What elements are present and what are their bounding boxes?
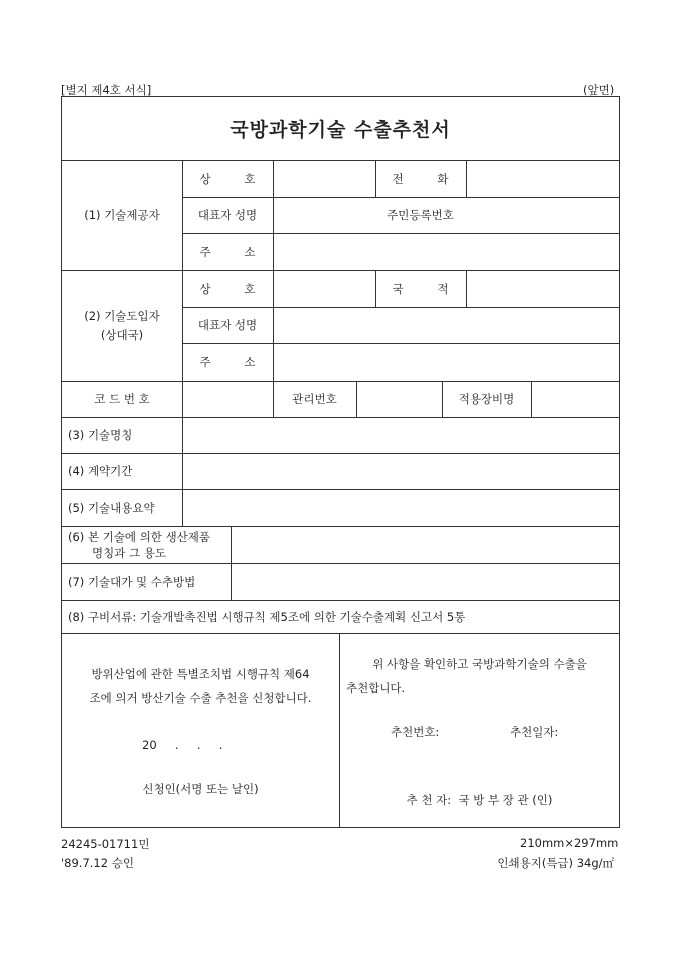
equipment-name-field[interactable] <box>532 382 618 416</box>
importer-rep-field[interactable] <box>274 308 617 342</box>
form-title: 국방과학기술 수출추천서 <box>230 119 451 141</box>
provider-rep-label: 대표자 성명 <box>197 208 258 222</box>
products-field[interactable] <box>232 527 618 562</box>
provider-address-field[interactable] <box>274 234 617 269</box>
applicant-signature[interactable]: 신청인(서명 또는 날인) <box>142 782 259 796</box>
provider-phone-label: 전 화 <box>392 171 449 186</box>
application-date[interactable]: 20 . . . <box>142 738 223 752</box>
code-number-field[interactable] <box>183 382 272 416</box>
products-label: (6) 본 기술에 의한 생산제품 명칭과 그 용도 <box>68 529 211 560</box>
equipment-name-label: 적용장비명 <box>458 392 515 406</box>
provider-label: (1) 기술제공자 <box>84 208 160 222</box>
tech-name-label: (3) 기술명칭 <box>68 428 133 442</box>
provider-rep-field[interactable] <box>274 198 374 232</box>
tech-summary-field[interactable] <box>183 490 618 525</box>
provider-firm-field[interactable] <box>274 161 374 196</box>
importer-nation-label: 국 적 <box>392 281 449 296</box>
importer-label: (2) 기술도입자 (상대국) <box>84 308 160 342</box>
recommender-signature: 추 천 자: 국 방 부 장 관 (인) <box>406 793 553 807</box>
applicant-statement-line1: 방위산업에 관한 특별조치법 시행규칙 제64 <box>91 667 310 681</box>
form-code: 24245-01711민 <box>61 837 150 851</box>
contract-period-label: (4) 계약기간 <box>68 464 133 478</box>
recommendation-statement-line1: 위 사항을 확인하고 국방과학기술의 수출을 <box>372 657 587 671</box>
form-number-label: [별지 제4호 서식] <box>61 83 152 97</box>
recommendation-form <box>61 96 620 828</box>
code-number-label: 코 드 번 호 <box>94 392 150 406</box>
recommendation-number-label: 추천번호: <box>391 725 440 739</box>
paper-size: 210mm×297mm <box>520 836 619 850</box>
tech-name-field[interactable] <box>183 418 618 452</box>
provider-phone-field[interactable] <box>467 161 617 196</box>
tech-summary-label: (5) 기술내용요약 <box>68 500 155 515</box>
recommendation-statement-line2: 추천합니다. <box>346 681 406 695</box>
recommendation-date-label: 추천일자: <box>510 725 559 739</box>
provider-resident-label: 주민등록번호 <box>387 208 454 222</box>
provider-resident-field[interactable] <box>467 198 617 232</box>
provider-address-label: 주 소 <box>199 244 256 259</box>
importer-address-label: 주 소 <box>199 355 256 369</box>
importer-nation-field[interactable] <box>467 271 617 306</box>
importer-rep-label: 대표자 성명 <box>197 318 258 332</box>
provider-firm-label: 상 호 <box>199 171 256 186</box>
importer-address-field[interactable] <box>274 344 617 380</box>
payment-label: (7) 기술대가 및 수추방법 <box>68 574 196 589</box>
applicant-statement-line2: 조에 의거 방산기술 수출 추천을 신청합니다. <box>89 691 312 705</box>
management-number-label: 관리번호 <box>292 392 337 406</box>
importer-firm-field[interactable] <box>274 271 374 306</box>
management-number-field[interactable] <box>357 382 441 416</box>
contract-period-field[interactable] <box>183 454 618 488</box>
importer-firm-label: 상 호 <box>199 281 256 296</box>
paper-spec: 인쇄용지(특급) 34g/㎡ <box>497 856 614 870</box>
payment-field[interactable] <box>232 564 618 599</box>
approval-date: '89.7.12 승인 <box>61 856 134 870</box>
front-page-label: (앞면) <box>583 83 615 97</box>
required-documents-note: (8) 구비서류: 기술개발촉진법 시행규칙 제5조에 의한 기술수출계획 신고서 5통 <box>68 609 466 624</box>
